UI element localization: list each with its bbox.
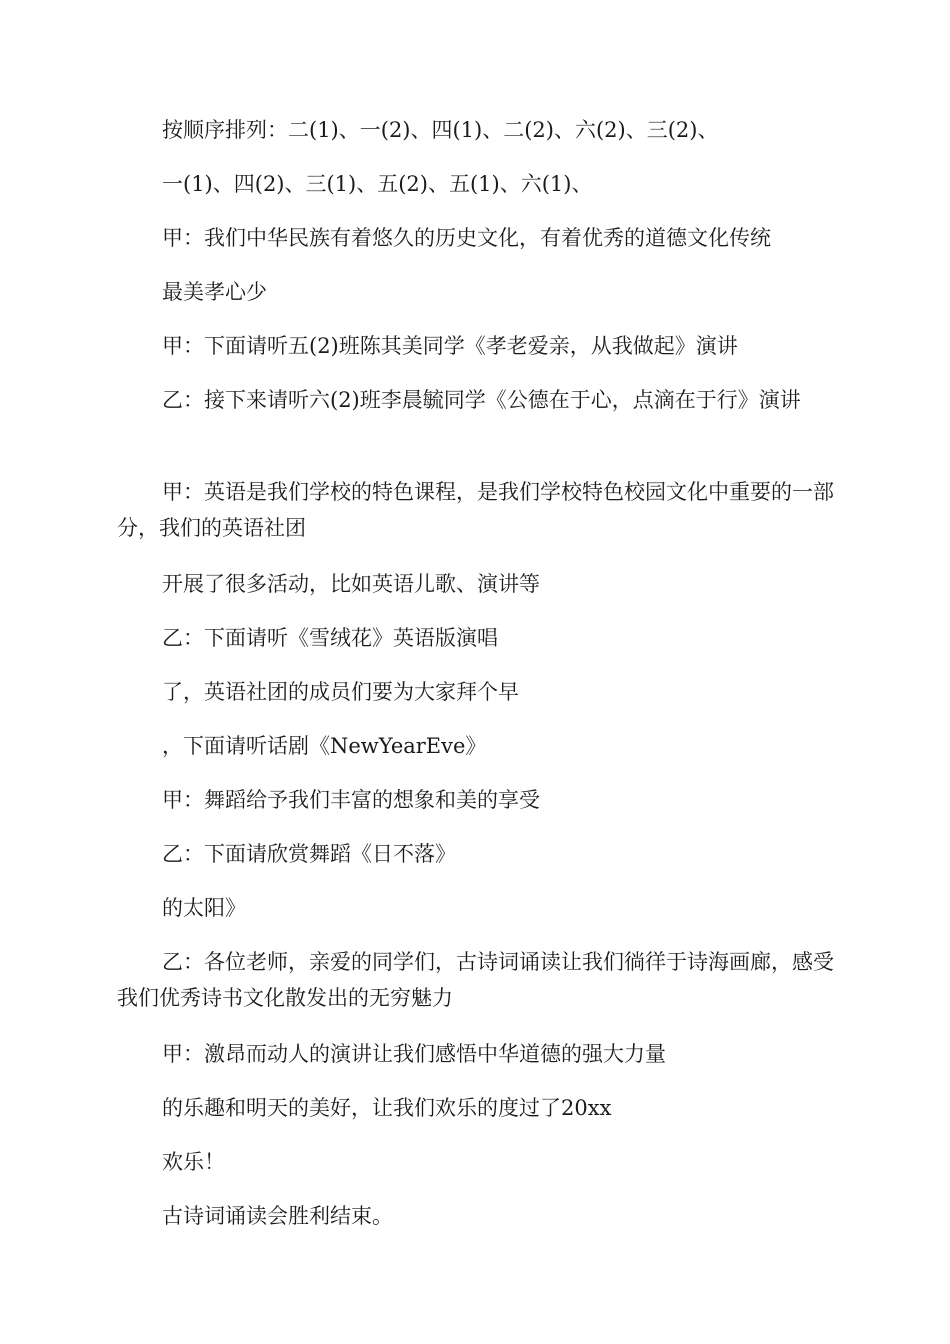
paragraph-poetry-recital: 乙：各位老师，亲爱的同学们，古诗词诵读让我们徜徉于诗海画廊，感受我们优秀诗书文化散发出的无穷魅力 — [117, 950, 834, 1010]
paragraph-happiness: 欢乐！ — [162, 1150, 225, 1174]
paragraph-english-course: 甲：英语是我们学校的特色课程，是我们学校特色校园文化中重要的一部分，我们的英语社团 — [117, 480, 834, 540]
paragraph-speech-power: 甲：激昂而动人的演讲让我们感悟中华道德的强大力量 — [162, 1042, 666, 1066]
paragraph-drama: ，下面请听话剧《NewYearEve》 — [162, 734, 487, 758]
paragraph-joy-year: 的乐趣和明天的美好，让我们欢乐的度过了20xx — [162, 1096, 612, 1120]
paragraph-dance-title: 乙：下面请欣赏舞蹈《日不落》 — [162, 842, 456, 866]
paragraph-closing: 古诗词诵读会胜利结束。 — [162, 1204, 393, 1228]
paragraph-order-list-2: 一(1)、四(2)、三(1)、五(2)、五(1)、六(1)、 — [162, 172, 593, 196]
paragraph-sun: 的太阳》 — [162, 896, 246, 920]
paragraph-speech-class5: 甲：下面请听五(2)班陈其美同学《孝老爱亲，从我做起》演讲 — [162, 334, 738, 358]
paragraph-dance-intro: 甲：舞蹈给予我们丰富的想象和美的享受 — [162, 788, 540, 812]
paragraph-new-year-greeting: 了，英语社团的成员们要为大家拜个早 — [162, 680, 519, 704]
paragraph-edelweiss-song: 乙：下面请听《雪绒花》英语版演唱 — [162, 626, 498, 650]
paragraph-culture-intro: 甲：我们中华民族有着悠久的历史文化，有着优秀的道德文化传统 — [162, 226, 771, 250]
paragraph-english-activities: 开展了很多活动，比如英语儿歌、演讲等 — [162, 572, 540, 596]
paragraph-speech-class6: 乙：接下来请听六(2)班李晨毓同学《公德在于心，点滴在于行》演讲 — [162, 388, 801, 412]
paragraph-order-list-1: 按顺序排列：二(1)、一(2)、四(1)、二(2)、六(2)、三(2)、 — [162, 118, 719, 142]
paragraph-filial-youth: 最美孝心少 — [162, 280, 267, 304]
